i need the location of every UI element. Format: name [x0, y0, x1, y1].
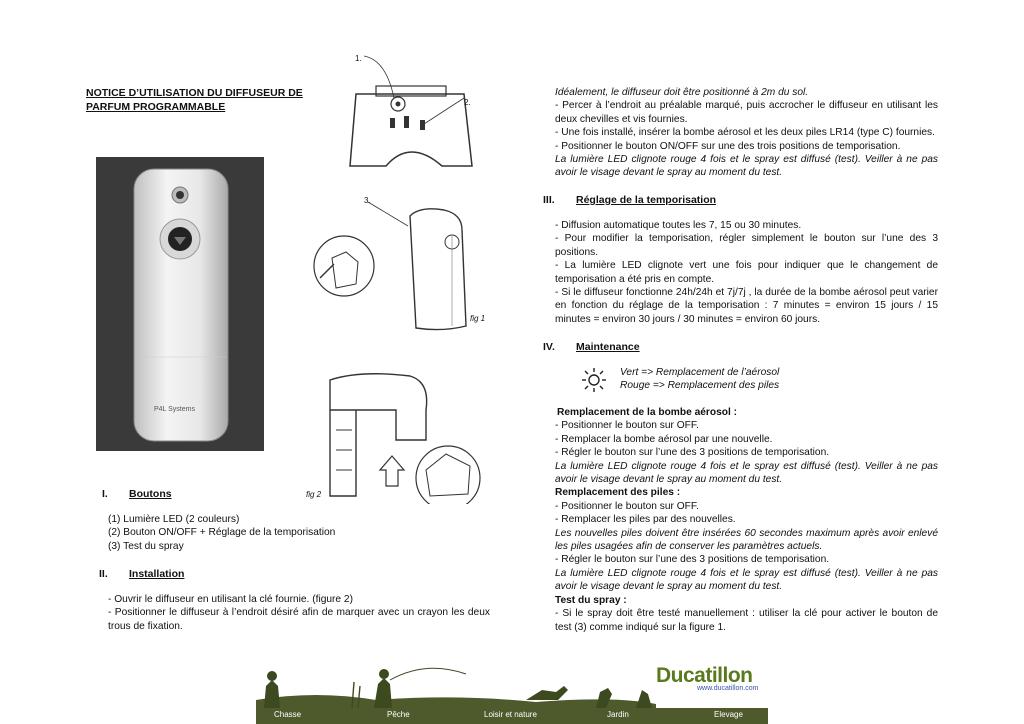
footer-category[interactable]: Elevage [714, 710, 743, 719]
paragraph: - Positionner le bouton sur OFF. [555, 500, 699, 512]
paragraph: - Remplacer les piles par des nouvelles. [555, 514, 736, 526]
paragraph: Idéalement, le diffuseur doit être positionné à 2m du sol. [555, 87, 809, 98]
device-brand-label: P4L Systems [154, 406, 195, 413]
paragraph: La lumière LED clignote rouge 4 fois et le spray est diffusé (test). Veiller à ne pas avoir le visage devant le spray au moment du test. [555, 154, 938, 179]
paragraph: - Positionner le bouton ON/OFF sur une des trois positions de temporisation. [555, 140, 901, 152]
brand-url-link[interactable]: www.ducatillon.com [697, 685, 759, 692]
section-number: I. [102, 488, 108, 500]
section-maintenance-heading [543, 340, 793, 354]
paragraph: - La lumière LED clignote vert une fois pour indiquer que le changement de temporisation a été pris en compte. [555, 260, 938, 285]
figure-2-caption: fig 2 [306, 490, 322, 499]
section-title: Installation [129, 568, 185, 580]
subheading: Remplacement de la bombe aérosol : [557, 407, 738, 418]
paragraph: - Remplacer la bombe aérosol par une nouvelle. [555, 433, 773, 445]
list-item: (3) Test du spray [108, 540, 184, 552]
paragraph: - Positionner le diffuseur à l’endroit désiré afin de marquer avec un crayon les deux trous de fixation. [108, 607, 490, 632]
led-legend [620, 366, 880, 393]
paragraph: - Une fois installé, insérer la bombe aérosol et les deux piles LR14 (type C) fournies. [555, 127, 935, 139]
temporisation-text [555, 219, 938, 326]
installation-continued [555, 86, 938, 180]
bracket-drawing [346, 54, 486, 178]
section-number: III. [543, 194, 555, 206]
title-line-1: NOTICE D’UTILISATION DU DIFFUSEUR DE [86, 87, 303, 99]
figure-label-1: 1. [355, 54, 362, 63]
paragraph: - Régler le bouton sur l’une des 3 positions de temporisation. [555, 554, 830, 566]
paragraph: - Pour modifier la temporisation, régler simplement le bouton sur l’une des 3 positions. [555, 233, 938, 258]
footer-category[interactable]: Pêche [387, 710, 410, 719]
paragraph: - Percer à l’endroit au préalable marqué, puis accrocher le diffuseur en utilisant les deux chevilles et vis fournies. [555, 100, 938, 125]
list-item: (2) Bouton ON/OFF + Réglage de la temporisation [108, 527, 336, 539]
paragraph: - Positionner le bouton sur OFF. [555, 420, 699, 432]
document-title [86, 86, 303, 114]
paragraph: - Si le diffuseur fonctionne 24h/24h et 7j/7j , la durée de la bombe aérosol peut varier en fonction du réglage de la temporisation : 7 minutes = environ 15 jours / 15 minutes = environ 30 jours / 30 minutes = environ 60 jours. [555, 287, 938, 325]
section-installation-heading [99, 567, 299, 581]
footer-category-bar [256, 708, 768, 724]
list-item: (1) Lumière LED (2 couleurs) [108, 514, 240, 525]
subheading: Test du spray : [555, 594, 627, 606]
section-title: Maintenance [576, 341, 640, 353]
section-title: Réglage de la temporisation [576, 194, 717, 206]
footer-category[interactable]: Chasse [274, 710, 302, 719]
section-title: Boutons [129, 488, 172, 500]
figure-2-drawing [300, 370, 490, 504]
paragraph: La lumière LED clignote rouge 4 fois et le spray est diffusé (test). Veiller à ne pas avoir le visage devant le spray au moment du test. [555, 567, 938, 593]
maintenance-text [555, 406, 938, 634]
footer-category[interactable]: Jardin [607, 710, 629, 719]
device-photo [96, 157, 264, 451]
boutons-list [108, 513, 408, 553]
led-green-meaning: Vert => Remplacement de l’aérosol [620, 367, 780, 378]
figure-1-caption: fig 1 [470, 314, 486, 323]
paragraph: - Diffusion automatique toutes les 7, 15 ou 30 minutes. [555, 220, 802, 231]
figure-label-2: 2. [464, 98, 471, 107]
section-temporisation-heading [543, 193, 793, 207]
footer-category[interactable]: Loisir et nature [484, 710, 537, 719]
paragraph: - Ouvrir le diffuseur en utilisant la clé fournie. (figure 2) [108, 594, 353, 605]
subheading: Remplacement des piles : [555, 487, 681, 499]
section-boutons-heading [102, 487, 302, 501]
led-red-meaning: Rouge => Remplacement des piles [620, 380, 780, 392]
title-line-2: PARFUM PROGRAMMABLE [86, 101, 226, 113]
section-number: II. [99, 568, 108, 580]
paragraph: La lumière LED clignote rouge 4 fois et le spray est diffusé (test). Veiller à ne pas avoir le visage devant le spray au moment du test. [555, 460, 938, 486]
paragraph: - Régler le bouton sur l’une des 3 positions de temporisation. [555, 447, 830, 459]
paragraph: Les nouvelles piles doivent être insérées 60 secondes maximum après avoir enlevé les piles usagées afin de conserver les paramètres actuels. [555, 527, 938, 553]
led-icon [580, 366, 608, 394]
footer-banner [256, 660, 768, 724]
brand-logo: Ducatillon [656, 664, 753, 687]
figure-label-3: 3. [364, 196, 371, 205]
section-number: IV. [543, 341, 555, 353]
installation-text [108, 593, 490, 633]
paragraph: - Si le spray doit être testé manuellement : utiliser la clé pour activer le bouton de test (3) comme indiqué sur la figure 1. [555, 608, 938, 633]
figure-1-drawing [312, 196, 492, 336]
